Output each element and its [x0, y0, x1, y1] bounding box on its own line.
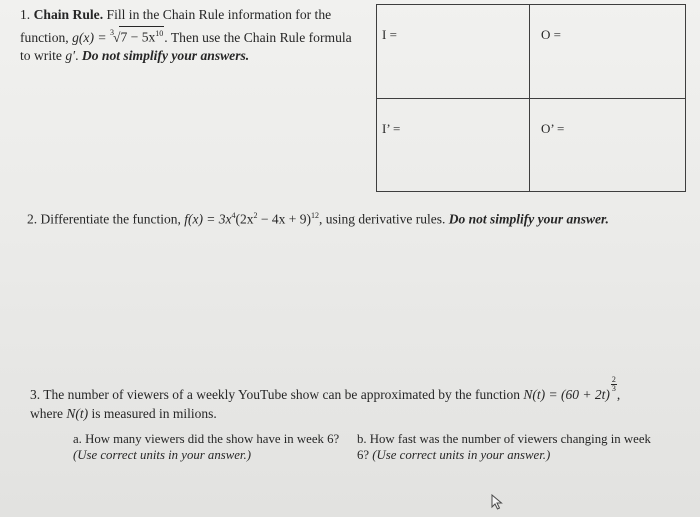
q2-text-a: 2. Differentiate the function, — [27, 211, 185, 227]
q2-text-b: , using derivative rules. — [319, 211, 449, 227]
question-3a — [73, 431, 343, 463]
q3-func: N(t) = (60 + 2t) — [523, 387, 610, 402]
q1-text-c: . — [75, 48, 82, 63]
q3-text-b: , — [616, 387, 621, 402]
question-3 — [30, 376, 670, 423]
grid-cell-outer[interactable]: O = — [541, 27, 561, 42]
question-1 — [20, 6, 362, 65]
q2-mid: (2x — [235, 211, 254, 227]
q2-exp3: 12 — [311, 211, 320, 220]
q3-text-a: 3. The number of viewers of a weekly YouTube show can be approximated by the function — [30, 387, 524, 402]
q1-radicand-text: 7 − 5x — [120, 30, 156, 45]
q3-text-d: is measured in milions. — [88, 406, 217, 421]
q3a-note: (Use correct units in your answer.) — [73, 448, 251, 462]
q1-number: 1. — [20, 7, 31, 22]
q3a-text: a. How many viewers did the show have in week 6? — [73, 432, 340, 446]
q2-tail: − 4x + 9) — [257, 211, 312, 227]
radical-sign: √ — [112, 30, 121, 45]
q1-title: Chain Rule. — [33, 7, 104, 22]
q1-emphasis: Do not simplify your answers. — [81, 48, 250, 63]
q3b-text: b. How fast was the number of viewers changing in week 6? — [357, 432, 651, 462]
q2-func: f(x) = 3x — [184, 211, 232, 227]
q2-exp2: 2 — [253, 211, 258, 220]
grid-cell-outer-derivative[interactable]: O’ = — [541, 121, 565, 136]
q1-text-b: . Then use the Chain Rule formula to write — [20, 30, 352, 63]
question-2 — [27, 206, 647, 229]
q2-exp1: 4 — [231, 211, 236, 220]
q3-exp-num: 2 — [611, 375, 616, 384]
mouse-pointer-icon — [491, 494, 505, 510]
question-3b — [357, 431, 657, 463]
q3-var: N(t) — [66, 406, 89, 421]
q3-exp-den: 3 — [611, 384, 616, 393]
grid-cell-inner[interactable]: I = — [382, 27, 397, 42]
q1-func-lhs: g(x) = — [72, 30, 110, 45]
q1-radical-index: 3 — [109, 28, 114, 37]
q1-text-a: Fill in the Chain Rule information for the function, — [20, 7, 332, 45]
q1-gprime: g′ — [65, 48, 76, 63]
q3b-note: (Use correct units in your answer.) — [372, 448, 551, 462]
q3-text-c: where — [30, 406, 67, 421]
chain-rule-grid — [376, 4, 686, 192]
q1-radicand-exp: 10 — [155, 29, 164, 39]
mouse-pointer-svg — [491, 494, 505, 510]
q1-radicand — [119, 26, 164, 45]
q2-emphasis: Do not simplify your answer. — [448, 211, 609, 227]
grid-cell-inner-derivative[interactable]: I’ = — [382, 121, 401, 136]
grid-horizontal-divider — [377, 98, 685, 99]
